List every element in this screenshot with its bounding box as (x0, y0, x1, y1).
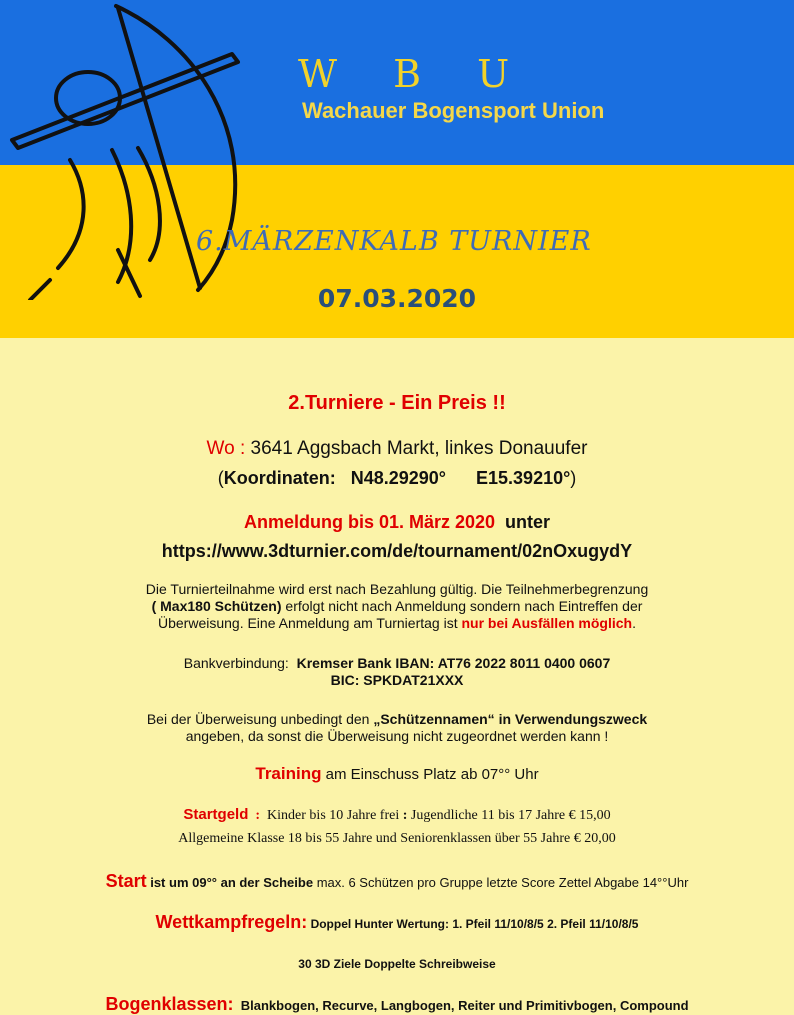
rules-text: Doppel Hunter Wertung: 1. Pfeil 11/10/8/5 2. Pfeil 11/10/8/5 (310, 917, 639, 931)
training-text: am Einschuss Platz ab 07°° Uhr (325, 766, 539, 783)
classes-line (0, 994, 794, 1015)
registration-deadline: Anmeldung bis 01. März 2020 (243, 512, 496, 532)
location-separator: : (239, 438, 246, 459)
fees-label: Startgeld (183, 806, 249, 823)
bank-label: Bankverbindung: (183, 655, 289, 671)
rules-label: Wettkampfregeln: (155, 912, 308, 932)
bank-details: Kremser Bank IBAN: AT76 2022 8011 0400 0607 (296, 655, 611, 671)
rules-line (0, 912, 794, 933)
fees-line-2: Allgemeine Klasse 18 bis 55 Jahre und Seniorenklassen über 55 Jahre € 20,00 (178, 831, 616, 846)
rules-line-2: 30 3D Ziele Doppelte Schreibweise (298, 957, 496, 971)
fees-separator: : (255, 808, 261, 823)
club-abbreviation: W B U (298, 52, 532, 96)
classes-label: Bogenklassen: (105, 994, 234, 1014)
registration-under: unter (505, 512, 551, 532)
event-date: 07.03.2020 (317, 284, 477, 313)
club-name: Wachauer Bogensport Union (302, 98, 605, 123)
late-registration-note: nur bei Ausfällen möglich (461, 615, 633, 631)
latitude: N48.29290° (350, 468, 446, 488)
registration-line (0, 512, 794, 533)
tagline: 2.Turniere - Ein Preis !! (288, 392, 506, 414)
location-line (0, 438, 794, 460)
bank-bic: BIC: SPKDAT21XXX (330, 672, 464, 688)
payment-note-line-3 (0, 615, 794, 632)
bank-line (0, 655, 794, 672)
training-line (0, 765, 794, 783)
payment-note-line-2 (0, 598, 794, 615)
start-rest: max. 6 Schützen pro Gruppe letzte Score Zettel Abgabe 14°°Uhr (316, 875, 689, 890)
location-label: Wo (206, 438, 235, 459)
classes-text: Blankbogen, Recurve, Langbogen, Reiter und Primitivbogen, Compound (240, 998, 689, 1013)
training-label: Training (255, 764, 322, 783)
transfer-note-text: Bei der Überweisung unbedingt den (146, 711, 374, 727)
fees-colon: : (402, 808, 408, 823)
payment-note-line-1: Die Turnierteilnahme wird erst nach Bezahlung gültig. Die Teilnehmerbegrenzung (145, 581, 649, 597)
transfer-note-line-2: angeben, da sonst die Überweisung nicht zugeordnet werden kann ! (185, 728, 609, 744)
longitude: E15.39210° (476, 468, 571, 488)
transfer-note-bold: „Schützennamen“ in Verwendungszweck (373, 711, 648, 727)
payment-note-end: . (632, 615, 636, 631)
fees-youth: Jugendliche 11 bis 17 Jahre € 15,00 (407, 808, 611, 823)
start-line (0, 871, 794, 892)
fees-children: Kinder bis 10 Jahre frei (267, 808, 403, 823)
event-title: 6.MÄRZENKALB TURNIER (196, 226, 592, 257)
payment-note-text: Überweisung. Eine Anmeldung am Turniertag ist (157, 615, 462, 631)
coordinates-line: (Koordinaten: N48.29290° E15.39210°) (217, 468, 577, 488)
coordinates-label: Koordinaten: (223, 468, 336, 488)
transfer-note-line-1 (0, 711, 794, 728)
start-label: Start (105, 871, 147, 891)
registration-url[interactable]: https://www.3dturnier.com/de/tournament/02nOxugydY (161, 541, 633, 561)
fees-line-1 (0, 806, 794, 824)
payment-note-rest: erfolgt nicht nach Anmeldung sondern nach Eintreffen der (281, 598, 643, 614)
location-text: 3641 Aggsbach Markt, linkes Donauufer (250, 438, 588, 459)
start-time: ist um 09°° an der Scheibe (150, 875, 314, 890)
max-participants: ( Max180 Schützen) (151, 598, 282, 614)
